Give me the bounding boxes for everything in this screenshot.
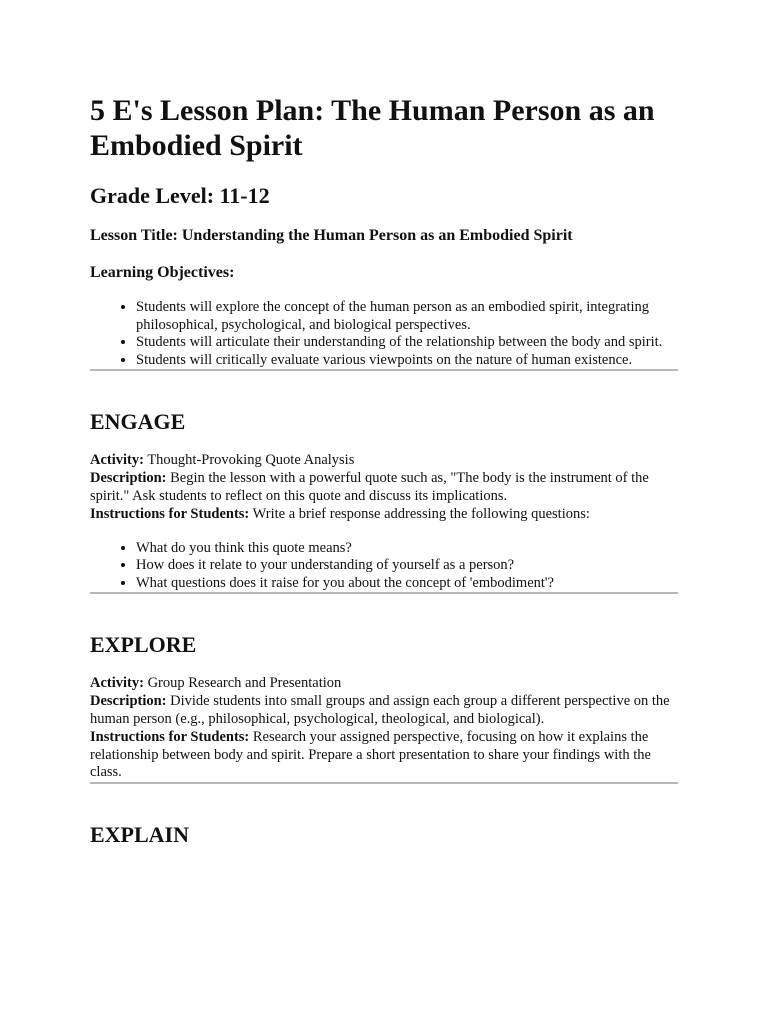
- explore-instructions: [90, 729, 678, 782]
- description-label: Description:: [90, 693, 167, 710]
- objectives-list: [90, 299, 678, 369]
- activity-label: Activity:: [90, 452, 144, 469]
- activity-label: Activity:: [90, 675, 144, 692]
- explore-activity: [90, 675, 678, 693]
- description-text: Begin the lesson with a powerful quote such as, "The body is the instrument of the spirit." Ask students to reflect on this quote and discuss its implications.: [90, 470, 649, 504]
- activity-text: Thought-Provoking Quote Analysis: [147, 452, 355, 469]
- description-text: Divide students into small groups and assign each group a different perspective on the human person (e.g., philosophical, psychological, theological, and biological).: [90, 693, 670, 727]
- grade-level: Grade Level: 11-12: [90, 183, 270, 208]
- lesson-title: Lesson Title: Understanding the Human Person as an Embodied Spirit: [90, 227, 573, 244]
- document-title: 5 E's Lesson Plan: The Human Person as an Embodied Spirit: [90, 94, 655, 162]
- explain-heading: EXPLAIN: [90, 822, 190, 848]
- explore-details: [90, 675, 678, 782]
- engage-questions-list: [90, 540, 678, 593]
- list-item: • What do you think this quote means?: [136, 540, 678, 558]
- list-item: • What questions does it raise for you about the concept of 'embodiment'?: [136, 575, 678, 593]
- activity-text: Group Research and Presentation: [147, 675, 342, 692]
- description-label: Description:: [90, 470, 167, 487]
- explore-heading: EXPLORE: [90, 632, 197, 658]
- instructions-label: Instructions for Students:: [90, 728, 250, 745]
- engage-heading: ENGAGE: [90, 409, 186, 435]
- list-item: • Students will explore the concept of the human person as an embodied spirit, integrating philosophical, psychological, and biological perspectives.: [136, 299, 678, 334]
- list-item: • Students will articulate their understanding of the relationship between the body and spirit.: [136, 334, 678, 352]
- instructions-label: Instructions for Students:: [90, 505, 250, 522]
- engage-activity: [90, 452, 678, 470]
- list-item: • How does it relate to your understanding of yourself as a person?: [136, 557, 678, 575]
- list-item: • Students will critically evaluate various viewpoints on the nature of human existence.: [136, 352, 678, 370]
- section-divider: [90, 369, 678, 371]
- objectives-heading: Learning Objectives:: [90, 264, 235, 281]
- section-divider: [90, 782, 678, 784]
- instructions-text: Research your assigned perspective, focusing on how it explains the relationship between body and spirit. Prepare a short presentation to share your findings with the class.: [90, 728, 651, 781]
- section-divider: [90, 592, 678, 594]
- explore-description: [90, 693, 678, 729]
- engage-details: [90, 452, 678, 523]
- engage-description: [90, 470, 678, 506]
- engage-instructions: [90, 506, 678, 524]
- instructions-text: Write a brief response addressing the following questions:: [252, 505, 590, 522]
